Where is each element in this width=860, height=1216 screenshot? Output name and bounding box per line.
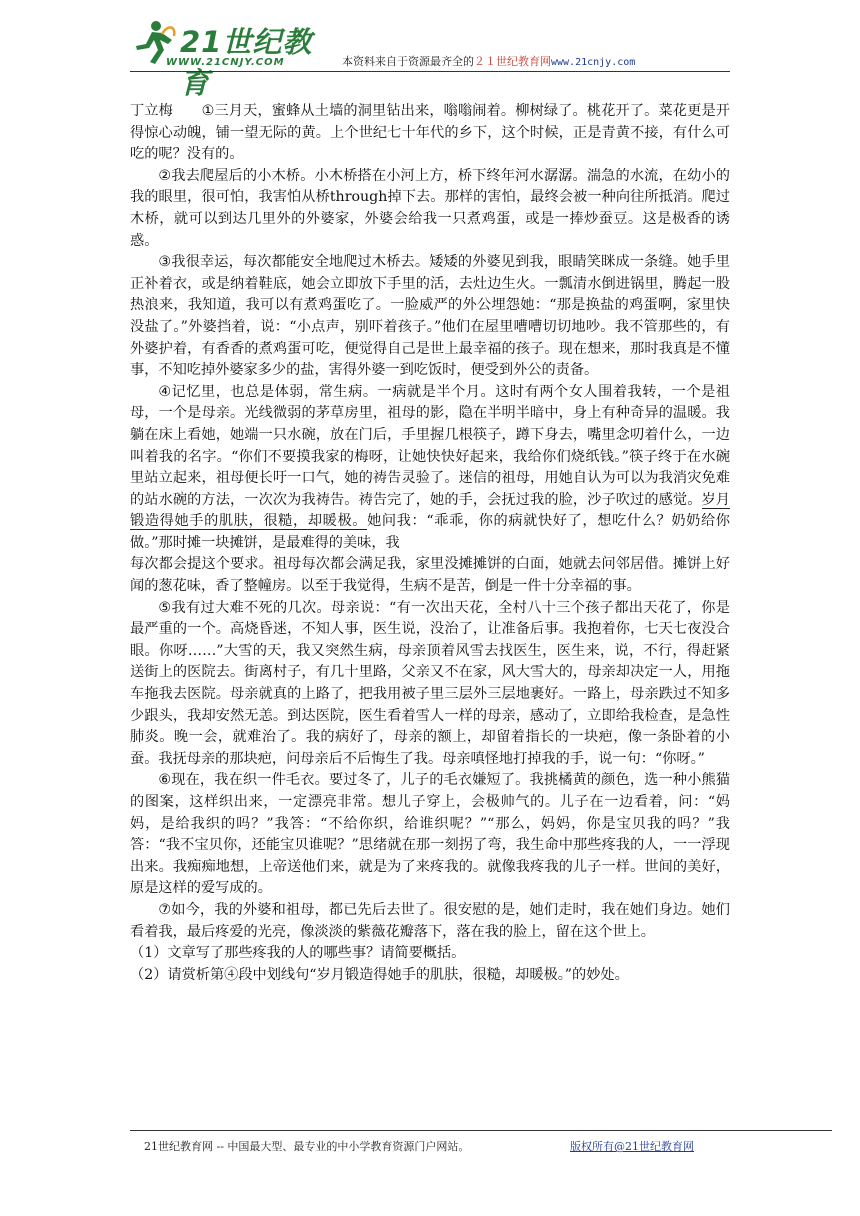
logo (130, 18, 320, 100)
paragraph-4 (130, 382, 730, 555)
logo-text: 21世纪教育 (180, 25, 313, 100)
underlined-sentence: 岁月锻造得她手的肌肤，很糙，却暖极。 (130, 491, 730, 530)
paragraph-number: ① (201, 103, 215, 119)
paragraph-text: 记忆里，也总是体弱，常生病。一病就是半个月。这时有两个女人围着我转，一个是祖母，一个是母亲。光线微弱的茅草房里，祖母的影，隐在半明半暗中，身上有种奇异的温暖。我躺在床上看她，她端一只水碗，放在门后，手里握几根筷子，蹲下身去，嘴里念叨着什么，一边叫着我的名字。“你们不要摸我家的梅呀，让她快快好起来，我给你们烧纸钱。”筷子终于在水碗里站立起来，祖母便长吁一口气，她的祷告灵验了。迷信的祖母，用她自认为可以为我消灾免难的站水碗的方法，一次次为我祷告。祷告完了，她的手，会抚过我的脸，沙子吹过的感觉。 (130, 383, 730, 508)
paragraph-5 (130, 598, 730, 771)
paragraph-3 (130, 252, 730, 382)
paragraph-number: ② (158, 167, 172, 184)
author: 丁立梅 (130, 103, 173, 119)
footer-divider (130, 1130, 832, 1131)
page-header (130, 18, 730, 100)
header-brand-link[interactable]: ２１世纪教育网 (474, 55, 551, 68)
question-1: （1）文章写了那些疼我的人的哪些事？请简要概括。 (130, 945, 466, 962)
logo-url: WWW.21CNJY.COM (166, 57, 285, 68)
question-2: （2）请赏析第④段中划线句“岁月锻造得她手的肌肤，很糙，却暖极。”的妙处。 (130, 966, 629, 983)
paragraph-number: ⑦ (158, 901, 172, 918)
paragraph-text: 我很幸运，每次都能安全地爬过木桥去。矮矮的外婆见到我，眼睛笑眯成一条缝。她手里正补着衣，或是纳着鞋底，她会立即放下手里的活，去灶边生火。一瓢清水倒进锅里，腾起一股热浪来，我知道，我可以有煮鸡蛋吃了。一脸威严的外公埋怨她：“那是换盐的鸡蛋啊，家里快没盐了。”外婆挡着，说：“小点声，别吓着孩子。”他们在屋里嘈嘈切切地吵。我不管那些的，有外婆护着，有香香的煮鸡蛋可吃，便觉得自己是世上最幸福的孩子。现在想来，那时我真是不懂事，不知吃掉外婆家多少的盐，害得外婆一到吃饭时，便受到外公的责备。 (130, 254, 730, 379)
paragraph-number: ④ (158, 383, 172, 400)
paragraph-6 (130, 770, 730, 900)
paragraph-7 (130, 900, 730, 943)
article (130, 101, 730, 986)
paragraph-number: ⑤ (158, 599, 172, 616)
paragraph-number: ③ (158, 254, 172, 271)
paragraph-text: 每次都会提这个要求。祖母每次都会满足我，家里没摊摊饼的白面，她就去问邻居借。摊饼上好闻的葱花味，香了整幢房。以至于我觉得，生病不是苦，倒是一件十分幸福的事。 (130, 556, 730, 595)
header-note (342, 53, 635, 69)
paragraph-1 (130, 101, 730, 166)
paragraph-number: ⑥ (158, 772, 172, 789)
paragraph-text: 她问我：“乖乖，你的病就快好了，想吃什么？奶奶给你做。”那时摊一块摊饼，是最难得的美味，我 (130, 513, 730, 551)
header-note-prefix: 本资料来自于资源最齐全的 (342, 55, 474, 68)
paragraph-text: 三月天，蜜蜂从土墙的洞里钻出来，嗡嗡闹着。柳树绿了。桃花开了。菜花更是开得惊心动魄，铺一望无际的黄。上个世纪七十年代的乡下，这个时候，正是青黄不接，有什么可吃的呢？没有的。 (130, 103, 730, 163)
header-divider (130, 71, 730, 72)
paragraph-text: 如今，我的外婆和祖母，都已先后去世了。很安慰的是，她们走时，我在她们身边。她们看着我，最后疼爱的光亮，像淡淡的紫薇花瓣落下，落在我的脸上，留在这个世上。 (130, 901, 730, 940)
paragraph-text: 我去爬屋后的小木桥。小木桥搭在小河上方，桥下终年河水潺潺。湍急的水流，在幼小的我的眼里，很可怕，我害怕从桥through掉下去。那样的害怕，最终会被一种向往所抵消。爬过木桥，就可以到达几里外的外婆家，外婆会给我一只煮鸡蛋，或是一捧炒蚕豆。这是极香的诱惑。 (130, 167, 730, 249)
copyright-link[interactable]: 版权所有@21世纪教育网 (570, 1140, 694, 1153)
paragraph-4-continued (130, 554, 730, 597)
header-url-link[interactable]: www.21cnjy.com (551, 57, 636, 68)
paragraph-2 (130, 166, 730, 252)
paragraph-text: 我有过大难不死的几次。母亲说：“有一次出天花，全村八十三个孩子都出天花了，你是最严重的一个。高烧昏迷，不知人事，医生说，没治了，让准备后事。我抱着你，七天七夜没合眼。你呀……”大雪的天，我又突然生病，母亲顶着风雪去找医生，医生来，说，不行，得赶紧送街上的医院去。街离村子，有几十里路，父亲又不在家，风大雪大的，母亲却决定一人，用拖车拖我去医院。母亲就真的上路了，把我用被子里三层外三层地裹好。一路上，母亲跌过不知多少跟头，我却安然无恙。到达医院，医生看着雪人一样的母亲，感动了，立即给我检查，是急性肺炎。晚一会，就难治了。我的病好了，母亲的额上，却留着指长的一块疤，像一条卧着的小蚕。我抚母亲的那块疤，问母亲后不后悔生了我。母亲嗔怪地打掉我的手，说一句：“你呀。” (130, 599, 730, 767)
paragraph-text: 现在，我在织一件毛衣。要过冬了，儿子的毛衣嫌短了。我挑橘黄的颜色，选一种小熊猫的图案，这样织出来，一定漂亮非常。想儿子穿上，会极帅气的。儿子在一边看着，问：“妈妈，是给我织的吗？”我答：“不给你织，给谁织呢？”“那么，妈妈，你是宝贝我的吗？”我答：“我不宝贝你，还能宝贝谁呢？”思绪就在那一刻拐了弯，我生命中那些疼我的人，一一浮现出来。我痴痴地想，上帝送他们来，就是为了来疼我的。就像我疼我的儿子一样。世间的美好，原是这样的爱写成的。 (130, 772, 730, 897)
footer-text: 21世纪教育网 -- 中国最大型、最专业的中小学教育资源门户网站。 (144, 1140, 470, 1153)
